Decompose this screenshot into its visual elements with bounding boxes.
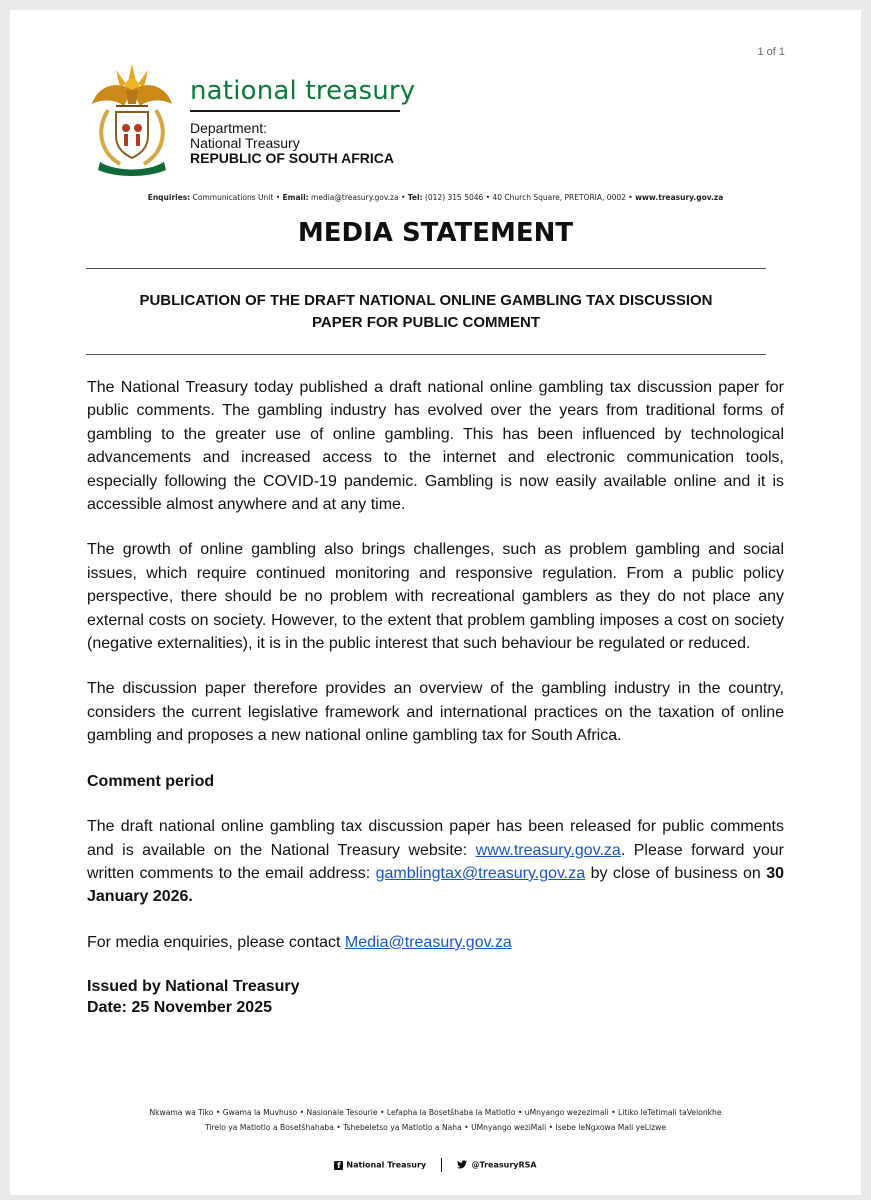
twitter-icon bbox=[457, 1162, 470, 1171]
email-label: Email: bbox=[282, 193, 309, 202]
media-text: For media enquiries, please contact bbox=[87, 933, 345, 951]
comment-text-3: by close of business on bbox=[585, 864, 767, 882]
page-number: 1 of 1 bbox=[757, 46, 785, 58]
department-branding bbox=[190, 76, 416, 166]
top-divider bbox=[86, 268, 766, 269]
twitter-handle[interactable]: @TreasuryRSA bbox=[471, 1160, 537, 1170]
tel-value: (012) 315 5046 • 40 Church Square, PRETORIA, 0002 • bbox=[422, 193, 636, 202]
comment-period-paragraph bbox=[87, 815, 784, 909]
tel-label: Tel: bbox=[407, 193, 423, 202]
paragraph-1: The National Treasury today published a draft national online gambling tax discussion paper for public comments. The gambling industry has evolved over the years from traditional forms of gambling to the greater use of online gambling. This has been influenced by technological advancements and increased access to the internet and electronic communication tools, especially following the COVID-19 pandemic. Gambling is now easily available online and it is accessible almost anywhere and at any time. bbox=[87, 379, 784, 514]
department-name: National Treasury bbox=[190, 135, 300, 151]
gamblingtax-email-link[interactable]: gamblingtax@treasury.gov.za bbox=[375, 864, 586, 882]
bottom-divider bbox=[86, 354, 766, 355]
issued-date: Date: 25 November 2025 bbox=[87, 999, 272, 1017]
email-value: media@treasury.gov.za • bbox=[308, 193, 408, 202]
coat-of-arms-logo bbox=[86, 60, 178, 176]
issued-by: Issued by National Treasury bbox=[87, 978, 300, 996]
subtitle-line-1: PUBLICATION OF THE DRAFT NATIONAL ONLINE GAMBLING TAX DISCUSSION bbox=[139, 292, 713, 309]
social-links bbox=[10, 1158, 861, 1172]
comment-period-heading: Comment period bbox=[87, 772, 215, 790]
statement-subtitle bbox=[96, 290, 756, 334]
deadline-date: 30 January 2026. bbox=[87, 864, 784, 906]
footer-line-2: Tirelo ya Matlotlo a Bosetšhahaba • Tshebeletso ya Matlotlo a Naha • UMnyango weziMali • Isebe leNgxowa Mali yeLizwe bbox=[205, 1123, 666, 1132]
footer-line-1: Nkwama wa Tiko • Gwama la Muvhuso • Nasionale Tesourie • Lefapha la Bosetšhaba la Matlotlo • uMnyango wezezimali • Litiko leTetimali taVelonkhe bbox=[149, 1108, 722, 1117]
paragraph-2: The growth of online gambling also brings challenges, such as problem gambling and social issues, which require continued monitoring and responsive regulation. From a public policy perspective, there should be no problem with recreational gamblers as they do not place any external costs on society. However, to the extent that problem gambling imposes a cost on society (negative externalities), it is in the public interest that such behaviour be regulated or reduced. bbox=[87, 541, 784, 653]
enquiries-line bbox=[10, 193, 861, 202]
document-page bbox=[10, 10, 861, 1195]
page-title: MEDIA STATEMENT bbox=[297, 218, 574, 248]
comment-text-1: The draft national online gambling tax discussion paper has been released for public comments and is available on the National Treasury website: bbox=[87, 818, 784, 859]
statement-body bbox=[87, 376, 784, 1018]
department-label: Department: bbox=[190, 120, 268, 136]
subtitle-line-2: PAPER FOR PUBLIC COMMENT bbox=[311, 314, 541, 331]
media-email-link[interactable]: Media@treasury.gov.za bbox=[344, 933, 512, 951]
media-enquiries-paragraph bbox=[87, 931, 784, 954]
treasury-website-link[interactable]: www.treasury.gov.za bbox=[475, 841, 621, 859]
enquiries-value: Communications Unit • bbox=[190, 193, 283, 202]
facebook-icon: f bbox=[334, 1161, 343, 1170]
facebook-handle[interactable]: National Treasury bbox=[346, 1160, 427, 1170]
footer-languages bbox=[10, 1105, 861, 1135]
enquiries-label: Enquiries: bbox=[147, 193, 191, 202]
brand-name: national treasury bbox=[190, 76, 400, 112]
website-text: www.treasury.gov.za bbox=[635, 193, 724, 202]
comment-text-2: . Please forward your written comments to the email address: bbox=[87, 841, 784, 882]
paragraph-3: The discussion paper therefore provides an overview of the gambling industry in the country, considers the current legislative framework and international practices on the taxation of online gambling and proposes a new national online gambling tax for South Africa. bbox=[87, 680, 784, 745]
social-divider bbox=[441, 1158, 442, 1172]
country-name: REPUBLIC OF SOUTH AFRICA bbox=[190, 150, 395, 166]
